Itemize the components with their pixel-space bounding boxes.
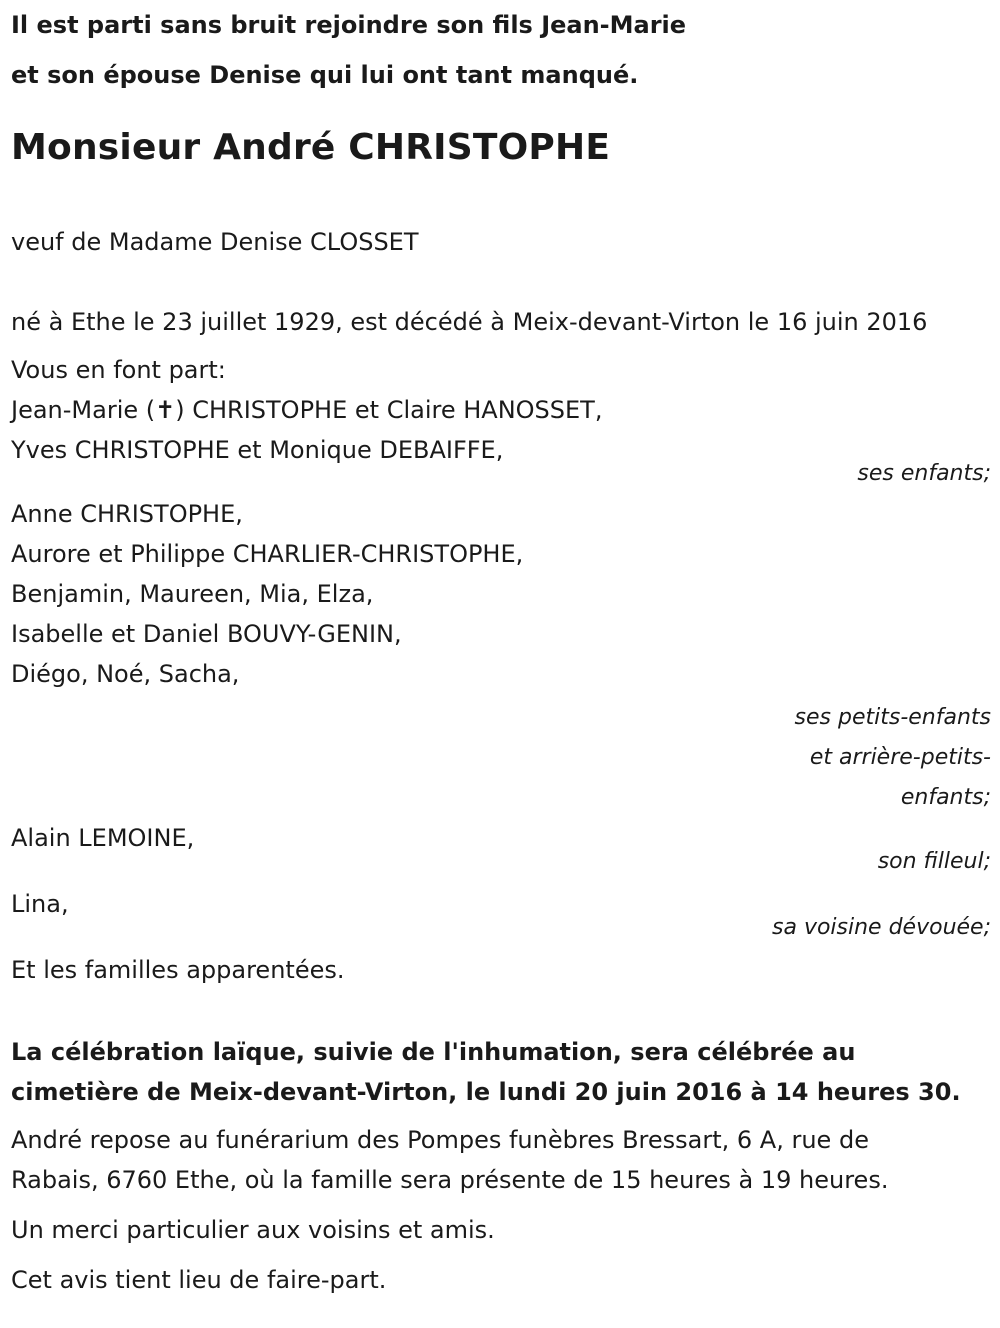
ceremony-line-1: La célébration laïque, suivie de l'inhumation, sera célébrée au (11, 1038, 856, 1066)
grandchildren-role: et arrière-petits- (809, 745, 991, 770)
children-group (11, 390, 991, 494)
thanks-line: Un merci particulier aux voisins et amis. (11, 1216, 495, 1244)
funeral-home-line-1: André repose au funérarium des Pompes funèbres Bressart, 6 A, rue de (11, 1126, 869, 1154)
children-name: Jean-Marie (✝) CHRISTOPHE et Claire HANOSSET, (11, 396, 603, 424)
children-name: Yves CHRISTOPHE et Monique DEBAIFFE, (11, 436, 504, 464)
grandchildren-role: ses petits-enfants (794, 705, 991, 730)
grandchild-name: Aurore et Philippe CHARLIER-CHRISTOPHE, (11, 540, 524, 568)
neighbor-group (11, 884, 991, 948)
children-role: ses enfants; (857, 461, 991, 486)
godson-group (11, 818, 991, 882)
grandchildren-role: enfants; (900, 785, 991, 810)
grandchild-name: Anne CHRISTOPHE, (11, 500, 243, 528)
notice-line: Cet avis tient lieu de faire-part. (11, 1266, 387, 1294)
deceased-name: Monsieur André CHRISTOPHE (11, 127, 611, 168)
neighbor-role: sa voisine dévouée; (772, 915, 991, 940)
funeral-home-info (11, 1120, 991, 1200)
families-line: Et les familles apparentées. (11, 956, 345, 984)
intro-line-2: et son épouse Denise qui lui ont tant manqué. (11, 61, 639, 89)
grandchildren-group (11, 494, 991, 818)
intro-text (11, 0, 991, 100)
godson-role: son filleul; (877, 849, 991, 874)
announcement-heading: Vous en font part: (11, 356, 226, 384)
grandchild-name: Diégo, Noé, Sacha, (11, 660, 240, 688)
ceremony-info (11, 1032, 991, 1112)
obituary-notice (11, 0, 991, 1300)
godson-name: Alain LEMOINE, (11, 824, 195, 852)
neighbor-name: Lina, (11, 890, 69, 918)
grandchild-name: Benjamin, Maureen, Mia, Elza, (11, 580, 374, 608)
funeral-home-line-2: Rabais, 6760 Ethe, où la famille sera présente de 15 heures à 19 heures. (11, 1166, 889, 1194)
intro-line-1: Il est parti sans bruit rejoindre son fils Jean-Marie (11, 11, 687, 39)
birth-death-info: né à Ethe le 23 juillet 1929, est décédé à Meix-devant-Virton le 16 juin 2016 (11, 308, 928, 336)
ceremony-line-2: cimetière de Meix-devant-Virton, le lundi 20 juin 2016 à 14 heures 30. (11, 1078, 961, 1106)
widow-of: veuf de Madame Denise CLOSSET (11, 228, 419, 256)
grandchild-name: Isabelle et Daniel BOUVY-GENIN, (11, 620, 402, 648)
